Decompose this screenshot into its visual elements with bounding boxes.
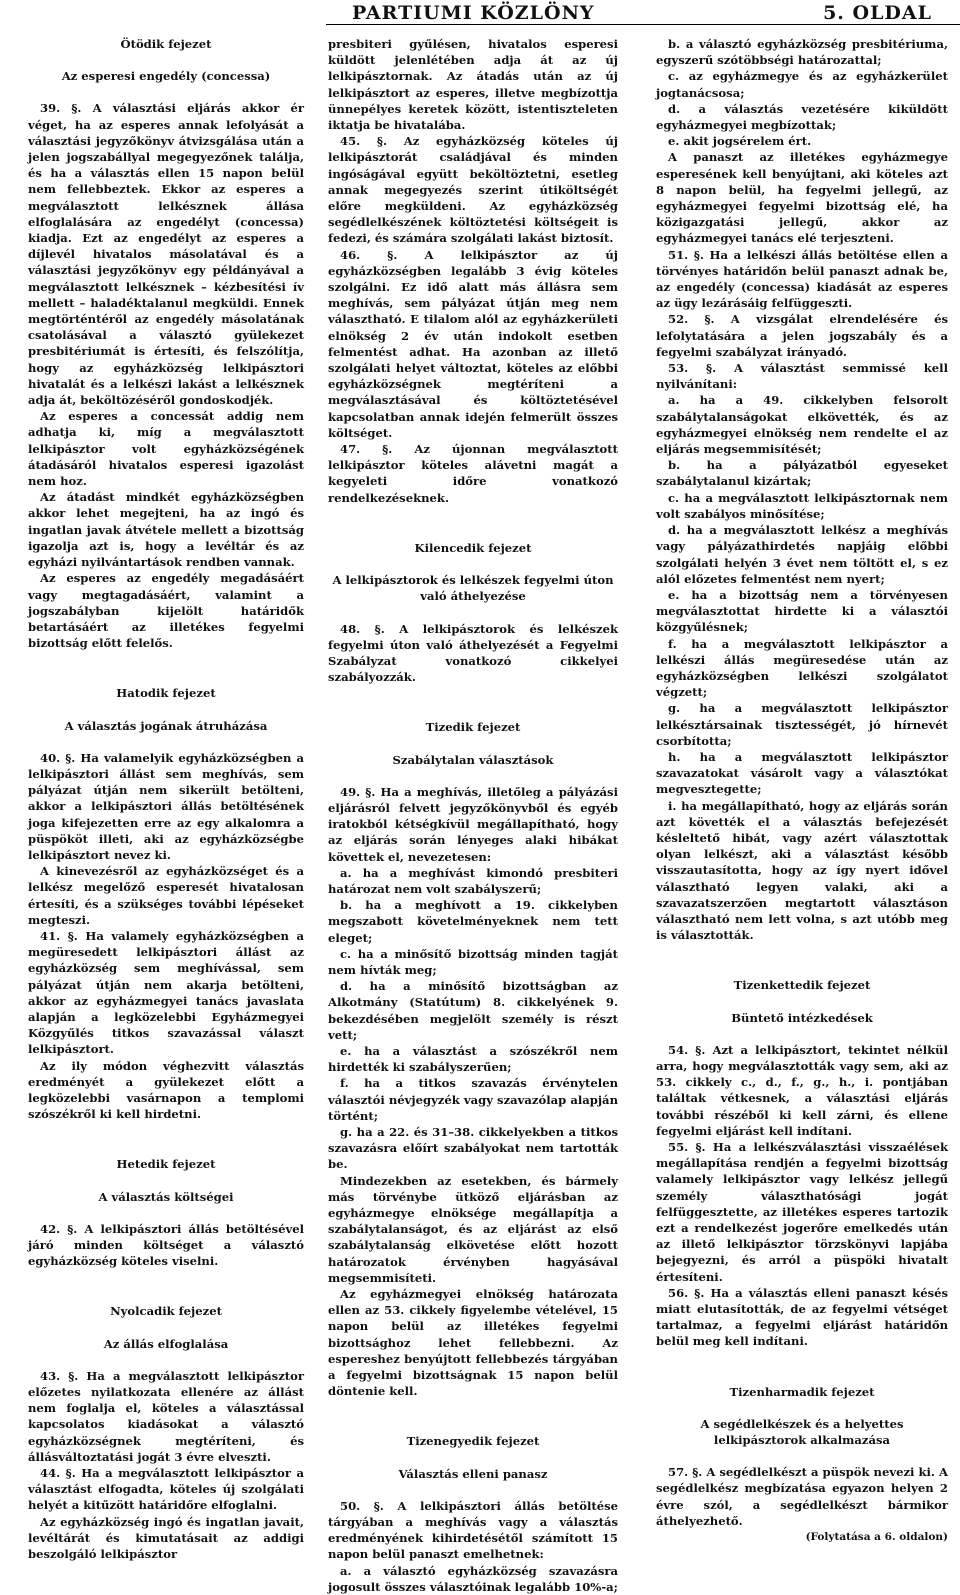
list-item: d. a választás vezetésére kiküldött egyházmegyei megbízottak; <box>656 101 948 133</box>
chapter-subtitle: A lelkipásztorok és lelkészek fegyelmi úton való áthelyezése <box>332 573 614 604</box>
chapter-subtitle: Választás elleni panasz <box>398 1466 548 1481</box>
continuation-note: (Folytatása a 6. oldalon) <box>805 1531 948 1544</box>
paragraph: 51. §. Ha a lelkészi állás betöltése ellen a törvényes határidőn belül panaszt adnak be, az engedély (concessa) kiadását az esperes az ügy lezárásáig felfüggeszti. <box>656 247 948 311</box>
chapter-title: Tizenharmadik fejezet <box>729 1384 875 1399</box>
list-item: c. az egyházmegye és az egyházkerület jogtanácsosa; <box>656 69 948 100</box>
paragraph: 53. §. A választást semmissé kell nyilvánítani: <box>656 361 948 392</box>
paragraph: 50. §. A lelkipásztori állás betöltése tárgyában a meghívás vagy a választás eredményének kihirdetésétől számított 15 napon belül panaszt emelhetnek: <box>328 1498 618 1562</box>
column-1 <box>28 36 304 1562</box>
chapter-title: Hetedik fejezet <box>116 1157 216 1172</box>
list-item: g. ha a megválasztott lelkipásztor lelkésztársainak tisztességét, jó hírnevét csorbította; <box>656 701 948 748</box>
paragraph: 52. §. A vizsgálat elrendelésére és lefolytatására a jelen jogszabály és a fegyelmi szabályzat irányadó. <box>656 312 948 359</box>
paragraph: 40. §. Ha valamelyik egyházközségben a lelkipásztori állást sem meghívás, sem pályázat útján nem sikerült betölteni, akkor a lelkipásztori állás betöltésének joga kifejezetten erre az egy alkalomra a püspököt illeti, aki az egyházközségbe lelkipásztort nevez ki. <box>28 750 304 862</box>
list-item: a. ha a 49. cikkelyben felsorolt szabálytalanságokat elkövették, és az egyházmegyei elnökség nem rendelte el az eljárás megsemmisítését; <box>656 393 948 457</box>
list-item: a. ha a meghívást kimondó presbiteri határozat nem volt szabályszerű; <box>328 865 618 896</box>
column-3 <box>656 36 948 1545</box>
chapter-title: Tizenkettedik fejezet <box>733 978 871 993</box>
publication-title: PARTIUMI KÖZLÖNY <box>352 2 595 24</box>
paragraph: Az esperes a concessát addig nem adhatja ki, míg a megválasztott lelkipásztor volt egyházközségének átadásáról hivatalos esperesi igazolást nem hoz. <box>28 409 304 489</box>
chapter-subtitle: Büntető intézkedések <box>731 1010 873 1025</box>
paragraph: Az egyházmegyei elnökség határozata ellen az 53. cikkely figyelembe vételével, 15 napon belül az illetékes fegyelmi bizottsághoz lehet fellebbezni. Az espereshez benyújtott fellebbezés tárgyában a fegyelmi bizottságnak 15 napon belül döntenie kell. <box>328 1287 618 1399</box>
list-item: b. ha a pályázatból egyeseket szabálytalanul kizártak; <box>656 458 948 489</box>
paragraph: A panaszt az illetékes egyházmegye esperesének kell benyújtani, aki köteles azt 8 napon belül, ha fegyelmi jellegű, az egyházmegyei fegyelmi bizottság elé, ha közigazgatási jellegű, akkor az egyházmegyei tanács elé terjeszteni. <box>656 150 948 246</box>
list-item: e. ha a bizottság nem a törvényesen megválasztottat hirdette ki a választói közgyűlésnek; <box>656 587 948 635</box>
page-number: 5. OLDAL <box>823 2 932 24</box>
paragraph: 55. §. Ha a lelkészválasztási visszaélések megállapítása rendjén a fegyelmi bizottság valamely lelkipásztor vagy lelkész jellegű személy választhatósági jogát felfüggesztette, az illetékes esperes tartozik ezt a rendelkezést jogerőre emelkedés után az illető lelkipásztor törzskönyvi lapjába bejegyezni, és arról a püspöki hivatalt értesíteni. <box>656 1140 948 1284</box>
paragraph: 49. §. Ha a meghívás, illetőleg a pályázási eljárásról felvett jegyzőkönyvből és egyéb iratokból kétségkívül megállapítható, hogy az eljárás során lényeges alaki hibákat követtek el, nevezetesen: <box>328 784 618 864</box>
paragraph: Az egyházközség ingó és ingatlan javait, levéltárát és kimutatásait az addigi beszolgáló lelkipásztor <box>28 1514 304 1562</box>
list-item: b. a választó egyházközség presbitériuma, egyszerű szótöbbségi határozattal; <box>656 37 948 68</box>
chapter-subtitle: Az állás elfoglalása <box>103 1336 229 1351</box>
paragraph: 54. §. Azt a lelkipásztort, tekintet nélkül arra, hogy megválasztották vagy sem, aki az 53. cikkely c., d., f., g., h., i. pontjában találtak vétkesnek, a választási eljárás további részéből ki kell zárni, és ellene fegyelmi eljárást kell indítani. <box>656 1042 948 1138</box>
chapter-title: Kilencedik fejezet <box>414 540 532 555</box>
paragraph: 56. §. Ha a választás elleni panaszt késés miatt elutasították, de az fegyelmi vétséget tartalmaz, a fegyelmi eljárást határidőn belül meg kell indítani. <box>656 1285 948 1349</box>
paragraph: 41. §. Ha valamely egyházközségben a megüresedett lelkipásztori állást az egyházközség sem meghívással, sem pályázat útján nem akarja betölteni, akkor az egyházmegyei tanács javaslata alapján a legközelebbi Egyházmegyei Közgyűlés titkos szavazással választ lelkipásztort. <box>28 928 304 1057</box>
paragraph: Az átadást mindkét egyházközségben akkor lehet megejteni, ha az ingó és ingatlan javak átvétele mellett a bizottság igazolja azt is, hogy a levéltár és az egyházi nyilvántartások rendben vannak. <box>28 490 304 570</box>
paragraph: Az esperes az engedély megadásáért vagy megtagadásáért, valamint a jogszabályban kijelölt határidők betartásáért az illetékes fegyelmi bizottság előtt felelős. <box>28 571 304 651</box>
paragraph: 57. §. A segédlelkészt a püspök nevezi ki. A segédlelkész megbízatása egyazon helyen 2 évre szól, a segédlelkészt bármikor áthelyezhető. <box>656 1465 948 1528</box>
list-item: d. ha a megválasztott lelkész a meghívás vagy pályázathirdetés napjáig előbbi szolgálati helyén 3 évet nem töltött el, s ez alól előzetes felmentést nem nyert; <box>656 523 948 586</box>
list-item: i. ha megállapítható, hogy az eljárás során azt követték el a választás befejezését késleltető hibát, vagy azért választottak olyan lelkészt, aki a választást később visszautasította, hogy az így nyert idővel választható legyen valaki, aki a szavazatszerzően megtartott választáson választható nem lett volna, s azt utóbb meg is választották. <box>656 798 948 943</box>
chapter-subtitle: A választás költségei <box>98 1189 234 1204</box>
paragraph: 46. §. A lelkipásztor az új egyházközségben legalább 3 évig köteles szolgálni. Ez idő alatt más állásra sem meghívás, sem pályázat útján meg nem választható. E tilalom alól az egyházkerületi elnökség 2 év után indokolt esetben felmentést adhat. Ha azonban az illető szolgálati helyet változtat, köteles az előbbi egyházközségnek megtéríteni a megválasztásával és költöztetésével kapcsolatban annak idején felmerült összes költséget. <box>328 247 618 440</box>
chapter-subtitle: A segédlelkészek és a helyettes lelkipásztorok alkalmazása <box>700 1416 904 1448</box>
list-item: f. ha a titkos szavazás érvénytelen választói névjegyzék vagy szavazólap alapján történt; <box>328 1076 618 1123</box>
chapter-subtitle: Az esperesi engedély (concessa) <box>61 69 271 84</box>
list-item: b. ha a meghívott a 19. cikkelyben megszabott követelményeknek nem tett eleget; <box>328 898 618 945</box>
list-item: d. ha a minősítő bizottságban az Alkotmány (Statútum) 8. cikkelyének 9. bekezdésében megjelölt személy is részt vett; <box>328 979 618 1042</box>
list-item: c. ha a megválasztott lelkipásztornak nem volt szabályos minősítése; <box>656 490 948 521</box>
paragraph: 42. §. A lelkipásztori állás betöltésével járó minden költséget a választó egyházközség köteles viselni. <box>28 1221 304 1269</box>
column-2 <box>328 36 618 1595</box>
paragraph: 45. §. Az egyházközség köteles új lelkipásztorát családjával és minden ingóságával együtt beköltöztetni, esetleg annak megegyezés szerint útiköltségét előre megküldeni. Az egyházközség segédlelkészének költöztetési költségeit is fedezi, és számára szolgálati lakást biztosít. <box>328 134 618 246</box>
paragraph: Mindezekben az esetekben, és bármely más törvénybe ütköző eljárásban az egyházmegye elnöksége megállapítja a szabálytalanságot, és az eljárást az első szabálytalanság elkövetése előtt hozott határozatok érvényben hagyásával megsemmisíteti. <box>328 1173 618 1285</box>
chapter-title: Hatodik fejezet <box>116 686 216 701</box>
chapter-title: Tizenegyedik fejezet <box>406 1434 540 1449</box>
chapter-title: Nyolcadik fejezet <box>110 1304 222 1319</box>
list-item: f. ha a megválasztott lelkipásztor a lelkészi állás megüresedése után az egyházközségben lelkészi szolgálatot végzett; <box>656 636 948 700</box>
list-item: e. akit jogsérelem ért. <box>668 134 812 149</box>
list-item: c. ha a minősítő bizottság minden tagját nem hívták meg; <box>328 946 618 977</box>
list-item: e. ha a választást a szószékről nem hirdették ki szabályszerűen; <box>328 1043 618 1075</box>
chapter-subtitle: Szabálytalan választások <box>392 752 554 767</box>
header-rule <box>326 24 960 25</box>
paragraph: 48. §. A lelkipásztorok és lelkészek fegyelmi úton való áthelyezését a Fegyelmi Szabályzat vonatkozó cikkelyei szabályozzák. <box>328 621 618 685</box>
paragraph: 39. §. A választási eljárás akkor ér véget, ha az esperes annak lefolyását a választási jegyzőkönyv átvizsgálása után a jelen jogszabállyal megegyezőnek találja, és ha a választás ellen 15 napon belül nem fellebbeztek. Ekkor az esperes a megválasztott lelkésznek állása elfoglalására az engedélyt (concessa) kiadja. Ezt az engedélyt az esperes a díjlevél hivatalos másolatával és a választási jegyzőkönyv egy példányával a megválasztott lelkésznek – kézbesítési ív mellett – haladéktalanul megküldi. Ennek megtörténtéről az engedély másolatának csatolásával a választó gyülekezet presbitériumát is értesíti, és felszólítja, hogy az egyházközség lelkipásztori hivatalát és a lelkészi lakást a lelkésznek adja át, beköltözéséről gondoskodjék. <box>28 101 304 408</box>
list-item: h. ha a megválasztott lelkipásztor szavazatokat vásárolt vagy a választókat megvesztegette; <box>656 749 948 797</box>
paragraph: 47. §. Az újonnan megválasztott lelkipásztor köteles alávetni magát a kegyeleti időre vonatkozó rendelkezéseknek. <box>328 442 618 505</box>
paragraph: 44. §. Ha a megválasztott lelkipásztor a választást elfogadta, köteles új szolgálati helyét a kitűzött határidőre elfoglalni. <box>28 1466 304 1513</box>
paragraph: 43. §. Ha a megválasztott lelkipásztor előzetes nyilatkozata ellenére az állást nem foglalja el, köteles a választással kapcsolatos kiadásokat a választó egyházközségnek megtéríteni, és állásváltoztatási jogát 3 évre elveszti. <box>28 1368 304 1464</box>
page-header <box>0 0 960 26</box>
chapter-title: Tizedik fejezet <box>425 720 521 735</box>
paragraph: Az ily módon véghezvitt választás eredményét a gyülekezet előtt a legközelebbi vasárnapon a templomi szószékről ki kell hirdetni. <box>28 1058 304 1122</box>
paragraph: A kinevezésről az egyházközséget és a lelkész megelőző esperesét hivatalosan értesíti, és a szükséges további lépéseket megteszi. <box>28 864 304 927</box>
chapter-title: Ötödik fejezet <box>120 37 212 51</box>
list-item: a. a választó egyházközség szavazásra jogosult összes választóinak legalább 10%-a; <box>328 1563 618 1594</box>
paragraph: presbiteri gyűlésen, hivatalos esperesi küldött jelenlétében adja át az új lelkipásztornak. Az átadás után az új lelkipásztort az esperes, illetve megbízottja ünnepélyes keretek között, istentiszteleten iktatja be hivatalába. <box>328 37 618 133</box>
chapter-subtitle: A választás jogának átruházása <box>64 718 268 733</box>
list-item: g. ha a 22. és 31–38. cikkelyekben a titkos szavazásra előírt szabályokat nem tartották be. <box>328 1124 618 1172</box>
